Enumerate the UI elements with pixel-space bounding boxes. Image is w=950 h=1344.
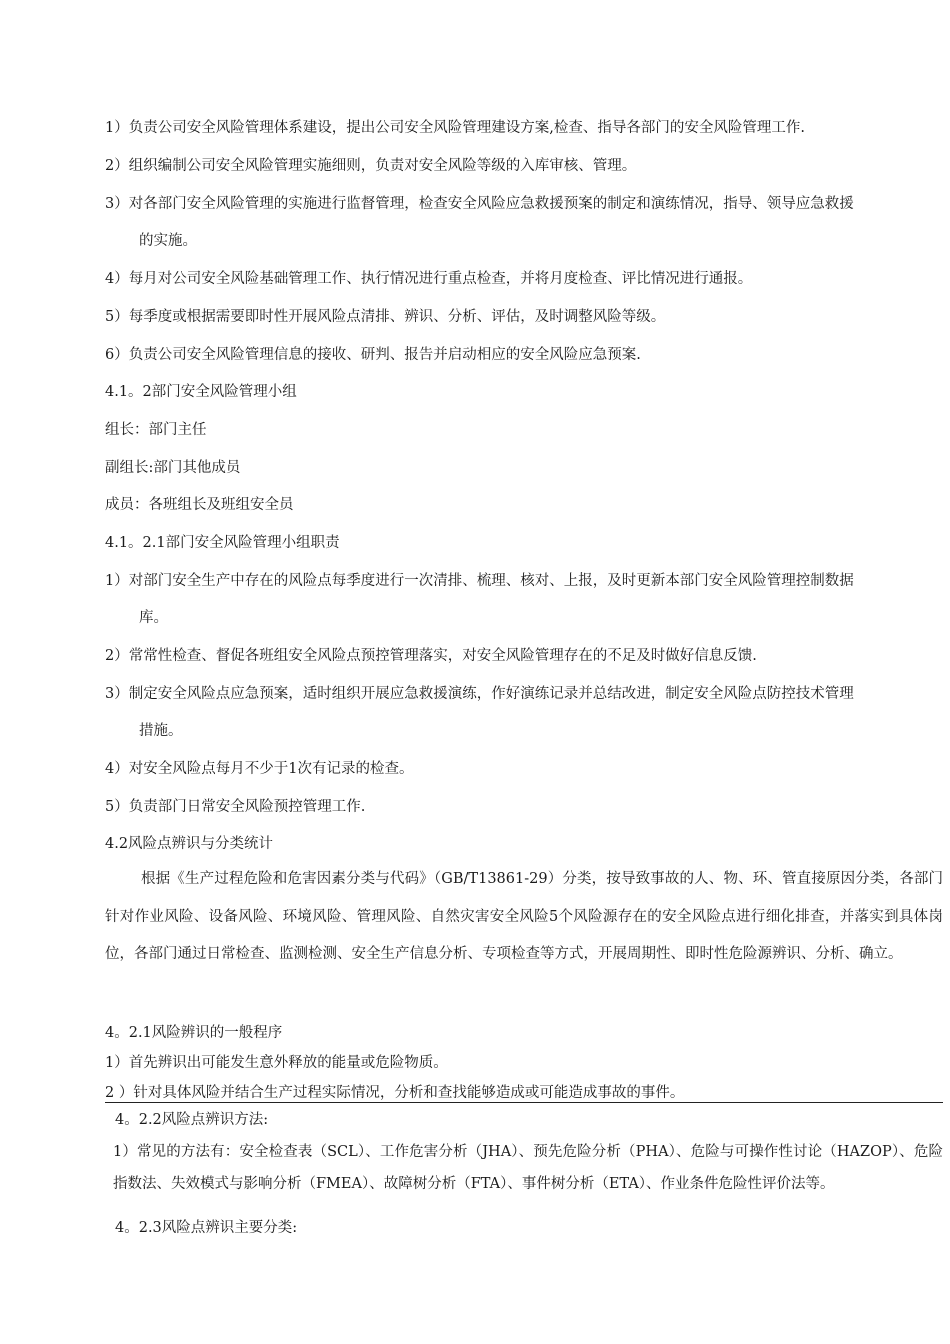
section-heading-4-2: 4.2风险点辨识与分类统计 — [105, 836, 274, 852]
section-heading-4-1-2-1: 4.1。2.1部门安全风险管理小组职责 — [105, 535, 340, 551]
deputy-leader: 副组长:部门其他成员 — [105, 460, 241, 476]
classification-heading: 4。2.3风险点辨识主要分类: — [115, 1220, 298, 1236]
group-duty-2: 2）常常性检查、督促各班组安全风险点预控管理落实，对安全风险管理存在的不足及时做好信息反馈. — [105, 648, 757, 664]
methods-text: 1）常见的方法有：安全检查表（SCL）、工作危害分析（JHA）、预先危险分析（PHA）、危险与可操作性讨论（HAZOP）、危险指数法、失效模式与影响分析（FMEA）、故障树分析（FTA）、事件树分析（ETA）、作业条件危险性评价法等。 — [113, 1144, 943, 1192]
group-duty-3-cont: 措施。 — [139, 723, 183, 739]
members: 成员：各班组长及班组安全员 — [105, 497, 294, 513]
procedure-step-1: 1）首先辨识出可能发生意外释放的能量或危险物质。 — [105, 1055, 448, 1071]
duty-item-1: 1）负责公司安全风险管理体系建设，提出公司安全风险管理建设方案,检查、指导各部门的安全风险管理工作. — [105, 120, 805, 136]
group-leader: 组长：部门主任 — [105, 422, 207, 438]
methods-heading: 4。2.2风险点辨识方法: — [115, 1112, 269, 1128]
divider-rule — [105, 1102, 943, 1103]
duty-item-4: 4）每月对公司安全风险基础管理工作、执行情况进行重点检查，并将月度检查、评比情况进行通报。 — [105, 271, 753, 287]
duty-item-5: 5）每季度或根据需要即时性开展风险点清排、辨识、分析、评估，及时调整风险等级。 — [105, 309, 666, 325]
group-duty-4: 4）对安全风险点每月不少于1次有记录的检查。 — [105, 761, 414, 777]
group-duty-5: 5）负责部门日常安全风险预控管理工作. — [105, 799, 366, 815]
duty-item-3: 3）对各部门安全风险管理的实施进行监督管理，检查安全风险应急救援预案的制定和演练情况，指导、领导应急救援 — [105, 196, 854, 212]
section-heading-4-1-2: 4.1。2部门安全风险管理小组 — [105, 384, 297, 400]
procedure-step-2: 2 ）针对具体风险并结合生产过程实际情况，分析和查找能够造成或可能造成事故的事件。 — [105, 1085, 685, 1101]
group-duty-1-cont: 库。 — [139, 610, 168, 626]
duty-item-2: 2）组织编制公司安全风险管理实施细则，负责对安全风险等级的入库审核、管理。 — [105, 158, 637, 174]
group-duty-3: 3）制定安全风险点应急预案，适时组织开展应急救援演练，作好演练记录并总结改进，制定安全风险点防控技术管理 — [105, 686, 854, 702]
duty-item-6: 6）负责公司安全风险管理信息的接收、研判、报告并启动相应的安全风险应急预案. — [105, 347, 641, 363]
group-duty-1: 1）对部门安全生产中存在的风险点每季度进行一次清排、梳理、核对、上报，及时更新本部门安全风险管理控制数据 — [105, 573, 854, 589]
methods-section — [105, 1104, 943, 1244]
procedure-heading: 4。2.1风险辨识的一般程序 — [105, 1025, 283, 1041]
intro-paragraph: 根据《生产过程危险和危害因素分类与代码》（GB/T13861-29）分类，按导致事故的人、物、环、管直接原因分类，各部门针对作业风险、设备风险、环境风险、管理风险、自然灾害安全风险5个风险源存在的安全风险点进行细化排查，并落实到具体岗位，各部门通过日常检查、监测检测、安全生产信息分析、专项检查等方式，开展周期性、即时性危险源辨识、分析、确立。 — [105, 871, 943, 962]
duty-item-3-cont: 的实施。 — [139, 233, 197, 249]
